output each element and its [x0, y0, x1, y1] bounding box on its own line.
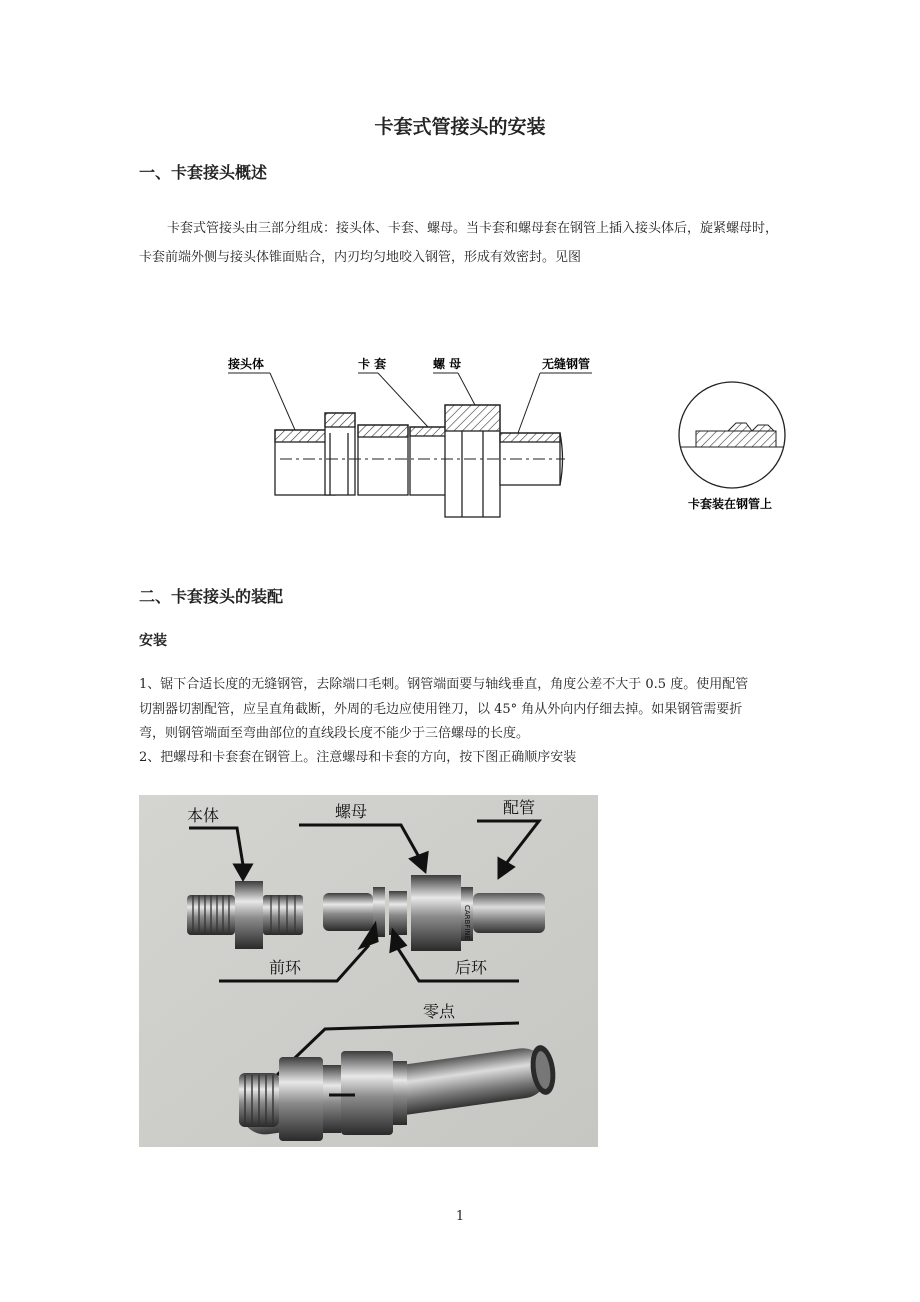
photo-label-back-ring: 后环: [455, 958, 488, 977]
step-1-line-2: 切割器切割配管，应呈直角截断，外周的毛边应使用锉刀，以 45° 角从外向内仔细去掉。如果钢管需要折: [139, 702, 743, 717]
photo-label-zero-point: 零点: [423, 1002, 456, 1021]
diagram-label-tube: 无缝钢管: [542, 357, 591, 371]
section-1-heading: 一、卡套接头概述: [139, 163, 268, 182]
photo-engraving-top: CARBFINE: [463, 905, 471, 941]
fitting-cross-section-diagram: [200, 345, 800, 525]
step-2-text: 2、把螺母和卡套套在钢管上。注意螺母和卡套的方向，按下图正确顺序安装: [139, 750, 577, 765]
step-1-line-3: 弯，则钢管端面至弯曲部位的直线段长度不能少于三倍螺母的长度。: [139, 726, 530, 741]
diagram-label-ferrule: 卡 套: [358, 357, 387, 371]
fitting-assembly-photo: [139, 795, 598, 1147]
photo-label-nut: 螺母: [335, 802, 368, 821]
step-1-line-1: 1、锯下合适长度的无缝钢管，去除端口毛刺。钢管端面要与轴线垂直，角度公差不大于 0.5 度。使用配管: [139, 677, 749, 692]
photo-label-tube: 配管: [503, 798, 536, 817]
page-number: 1: [455, 1209, 465, 1224]
fitting-body-drawing: [275, 405, 565, 517]
photo-label-front-ring: 前环: [269, 958, 302, 977]
diagram-label-nut: 螺 母: [433, 357, 462, 371]
section-1-paragraph: 卡套式管接头由三部分组成：接头体、卡套、螺母。当卡套和螺母套在钢管上插入接头体后，旋紧螺母时，卡套前端外侧与接头体锥面贴合，内刃均匀地咬入钢管，形成有效密封。见图: [139, 221, 779, 265]
detail-caption: 卡套装在钢管上: [688, 497, 773, 511]
diagram-label-body: 接头体: [228, 357, 265, 371]
photo-label-body: 本体: [187, 806, 220, 825]
document-title: 卡套式管接头的安装: [374, 116, 546, 138]
ferrule-detail-view: [679, 382, 785, 488]
section-2-heading: 二、卡套接头的装配: [139, 587, 284, 606]
install-subheading: 安装: [139, 633, 167, 649]
